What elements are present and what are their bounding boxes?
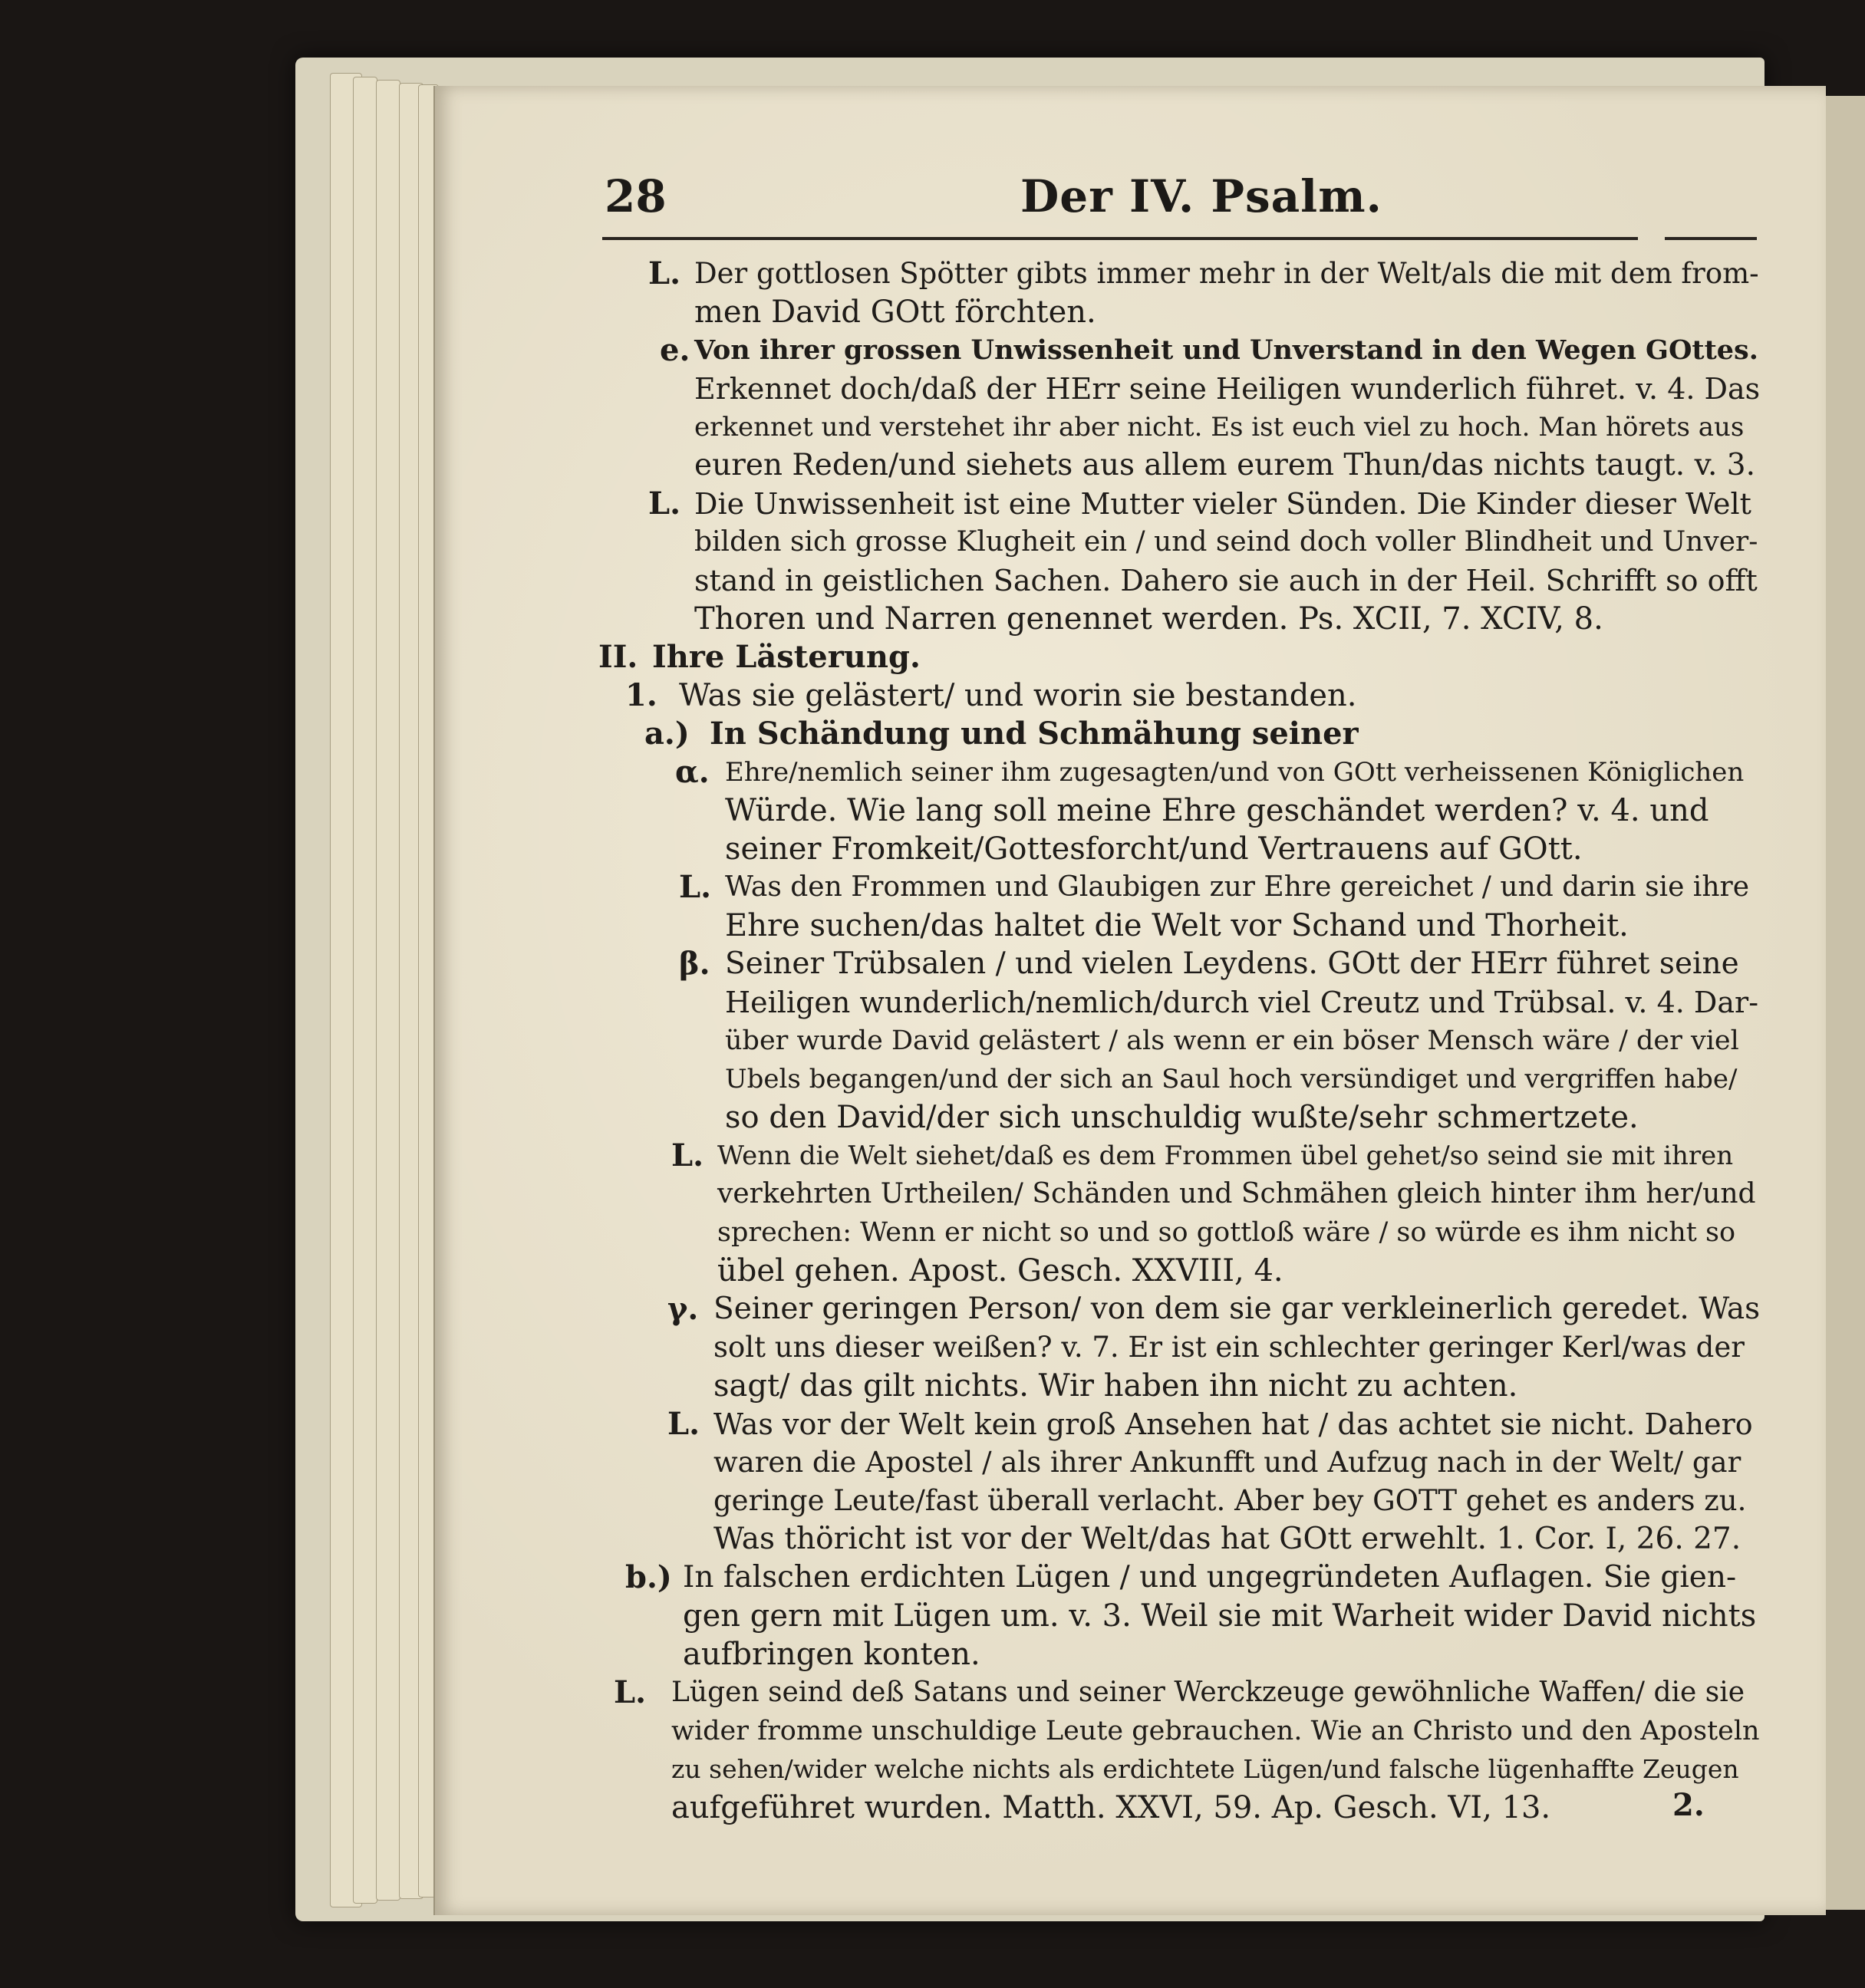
section-heading: Ihre Lästerung. (652, 639, 921, 675)
text-line: Thoren und Narren genennet werden. Ps. XCII, 7. XCIV, 8. (694, 601, 1603, 637)
text-line: aufgeführet wurden. Matth. XXVI, 59. Ap. Gesch. VI, 13. (671, 1790, 1551, 1825)
catchword: 2. (1672, 1787, 1705, 1823)
line-marker: L. (648, 485, 681, 522)
text-line: gen gern mit Lügen um. v. 3. Weil sie mit Warheit wider David nichts (683, 1598, 1757, 1634)
text-line: über wurde David gelästert / als wenn er ein böser Mensch wäre / der viel (725, 1025, 1739, 1056)
line-marker: L. (648, 255, 681, 291)
text-line: waren die Apostel / als ihrer Ankunfft und Aufzug nach in der Welt/ gar (713, 1446, 1741, 1479)
text-line: stand in geistlichen Sachen. Dahero sie auch in der Heil. Schrifft so offt (694, 564, 1758, 597)
text-line: Die Unwissenheit ist eine Mutter vieler Sünden. Die Kinder dieser Welt (694, 487, 1751, 521)
line-marker: L. (679, 869, 712, 905)
text-line: seiner Fromkeit/Gottesforcht/und Vertrauens auf GOtt. (725, 831, 1583, 867)
page-edge (353, 77, 377, 1904)
text-line: Lügen seind deß Satans und seiner Werckzeuge gewöhnliche Waffen/ die sie (671, 1677, 1745, 1708)
text-line: solt uns dieser weißen? v. 7. Er ist ein schlechter geringer Kerl/was der (713, 1331, 1745, 1364)
text-line: In Schändung und Schmähung seiner (710, 716, 1359, 752)
line-marker: L. (667, 1406, 700, 1442)
line-marker: γ. (667, 1291, 699, 1327)
text-line: Ehre/nemlich seiner ihm zugesagten/und von GOtt verheissenen Königlichen (725, 757, 1745, 788)
text-line: Was sie gelästert/ und worin sie bestanden. (679, 678, 1357, 713)
text-line: Was thöricht ist vor der Welt/das hat GOtt erwehlt. 1. Cor. I, 26. 27. (713, 1522, 1741, 1556)
line-marker: L. (614, 1674, 647, 1710)
line-marker: 1. (625, 677, 657, 713)
text-line: wider fromme unschuldige Leute gebrauchen. Wie an Christo und den Aposteln (671, 1716, 1760, 1746)
text-line: Was den Frommen und Glaubigen zur Ehre gereichet / und darin sie ihre (725, 871, 1750, 903)
text-line: bilden sich grosse Klugheit ein / und seind doch voller Blindheit und Unver- (694, 526, 1758, 558)
text-line: geringe Leute/fast überall verlacht. Aber bey GOTT gehet es anders zu. (713, 1484, 1747, 1517)
text-line: In falschen erdichten Lügen / und ungegründeten Auflagen. Sie gien- (683, 1560, 1737, 1595)
text-line: sagt/ das gilt nichts. Wir haben ihn nicht zu achten. (713, 1368, 1518, 1404)
text-line: Würde. Wie lang soll meine Ehre geschändet werden? v. 4. und (725, 793, 1709, 828)
line-marker: α. (675, 754, 710, 790)
text-line: zu sehen/wider welche nichts als erdichtete Lügen/und falsche lügenhaffte Zeugen (671, 1754, 1739, 1784)
text-line: euren Reden/und siehets aus allem eurem Thun/das nichts taugt. v. 3. (694, 448, 1756, 482)
line-marker: e. (660, 332, 690, 368)
text-line: sprechen: Wenn er nicht so und so gottloß wäre / so würde es ihm nicht so (717, 1217, 1736, 1248)
text-line: übel gehen. Apost. Gesch. XXVIII, 4. (717, 1253, 1283, 1289)
text-line: Ubels begangen/und der sich an Saul hoch versündiget und vergriffen habe/ (725, 1064, 1738, 1094)
text-line: Erkennet doch/daß der HErr seine Heiligen wunderlich führet. v. 4. Das (694, 372, 1761, 406)
text-line: Heiligen wunderlich/nemlich/durch viel Creutz und Trübsal. v. 4. Dar- (725, 986, 1759, 1019)
line-marker: a.) (644, 716, 690, 752)
text-line: Ehre suchen/das haltet die Welt vor Schand und Thorheit. (725, 908, 1629, 943)
page-edge (376, 80, 400, 1901)
section-marker: II. (598, 639, 638, 675)
text-line: Seiner geringen Person/ von dem sie gar verkleinerlich geredet. Was (713, 1292, 1761, 1326)
running-title: Der IV. Psalm. (1020, 170, 1382, 222)
text-line: erkennet und verstehet ihr aber nicht. Es ist euch viel zu hoch. Man hörets aus (694, 412, 1745, 443)
page-number: 28 (605, 170, 667, 222)
text-line: aufbringen konten. (683, 1637, 980, 1672)
text-line: Seiner Trübsalen / und vielen Leydens. GOtt der HErr führet seine (725, 946, 1739, 981)
line-marker: b.) (625, 1559, 672, 1595)
header-rule (602, 237, 1638, 240)
line-marker: β. (679, 946, 710, 982)
header-rule-short (1665, 237, 1757, 240)
text-line: Von ihrer grossen Unwissenheit und Unverstand in den Wegen GOttes. (694, 334, 1758, 366)
line-marker: L. (671, 1137, 704, 1173)
facing-page-edge (1824, 96, 1865, 1910)
text-line: men David GOtt förchten. (694, 295, 1096, 330)
text-line: verkehrten Urtheilen/ Schänden und Schmähen gleich hinter ihm her/und (717, 1178, 1756, 1210)
text-line: Der gottlosen Spötter gibts immer mehr in der Welt/als die mit dem from- (694, 257, 1759, 290)
text-line: Wenn die Welt siehet/daß es dem Frommen übel gehet/so seind sie mit ihren (717, 1140, 1734, 1171)
text-line: Was vor der Welt kein groß Ansehen hat / das achtet sie nicht. Dahero (713, 1407, 1753, 1441)
text-line: so den David/der sich unschuldig wußte/sehr schmertzete. (725, 1100, 1639, 1135)
